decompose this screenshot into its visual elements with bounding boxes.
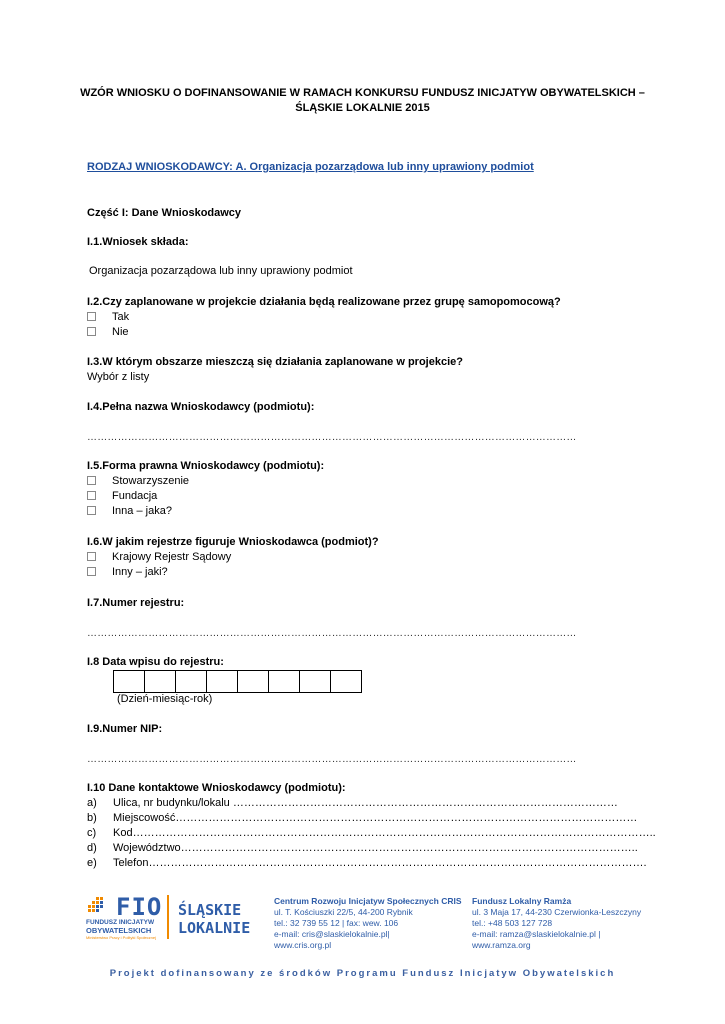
org2-email[interactable]: e-mail: ramza@slaskielokalnie.pl |: [472, 929, 601, 939]
date-digit-box[interactable]: [300, 671, 331, 692]
q5-option-inna[interactable]: [87, 505, 172, 517]
list-letter: c): [87, 827, 97, 839]
date-digit-box[interactable]: [176, 671, 207, 692]
date-digit-box[interactable]: [238, 671, 269, 692]
q5-option-stowarzyszenie[interactable]: [87, 475, 189, 487]
q9-label: I.9.Numer NIP:: [87, 723, 163, 735]
document-title-line-2: ŚLĄSKIE LOKALNIE 2015: [295, 102, 430, 114]
q10-label: I.10 Dane kontaktowe Wnioskodawcy (podmiotu):: [87, 782, 346, 794]
list-letter: a): [87, 797, 97, 809]
org2-www[interactable]: www.ramza.org: [472, 940, 531, 950]
option-label: Inna – jaka?: [112, 505, 172, 517]
footer-org2: [472, 896, 641, 951]
q10-item-phone[interactable]: [87, 857, 647, 869]
region-logo-line2: LOKALNIE: [178, 919, 251, 937]
org1-email[interactable]: e-mail: cris@slaskielokalnie.pl|: [274, 929, 390, 939]
q6-option-krs[interactable]: [87, 551, 231, 563]
footer-logos: [86, 893, 264, 945]
q5-label: I.5.Forma prawna Wnioskodawcy (podmiotu):: [87, 460, 325, 472]
org2-address: ul. 3 Maja 17, 44-230 Czerwionka-Leszczyny: [472, 907, 642, 917]
fio-logo-text: FIO: [116, 893, 163, 921]
option-label: Inny – jaki?: [112, 566, 168, 578]
option-label: Krajowy Rejestr Sądowy: [112, 551, 232, 563]
list-text: Telefon……………………………………………………………………………………………………………………….: [113, 857, 647, 869]
option-label: Nie: [112, 326, 129, 338]
list-letter: e): [87, 857, 97, 869]
q7-input-line[interactable]: ………………………………………………………………………………………………………………………………: [87, 628, 577, 639]
checkbox[interactable]: [87, 312, 96, 321]
fio-logo-sub2: OBYWATELSKICH: [86, 926, 152, 935]
org2-name: Fundusz Lokalny Ramża: [472, 896, 572, 906]
fio-logo-sub1: FUNDUSZ INICJATYW: [86, 919, 155, 926]
q7-label: I.7.Numer rejestru:: [87, 597, 185, 609]
q2-label: I.2.Czy zaplanowane w projekcie działania będą realizowane przez grupę samopomocową?: [87, 296, 561, 308]
date-digit-box[interactable]: [145, 671, 176, 692]
q3-select[interactable]: Wybór z listy: [87, 371, 150, 383]
checkbox[interactable]: [87, 506, 96, 515]
q10-item-voivodeship[interactable]: [87, 842, 638, 854]
fio-logo-sub3: Ministerstwo Pracy i Polityki Społecznej: [86, 935, 157, 940]
date-digit-box[interactable]: [207, 671, 238, 692]
checkbox[interactable]: [87, 567, 96, 576]
q3-label: I.3.W którym obszarze mieszczą się działania zaplanowane w projekcie?: [87, 356, 463, 368]
date-input-boxes[interactable]: [113, 670, 362, 693]
q8-label: I.8 Data wpisu do rejestru:: [87, 656, 224, 668]
date-digit-box[interactable]: [114, 671, 145, 692]
org1-address: ul. T. Kościuszki 22/5, 44-200 Rybnik: [274, 907, 413, 917]
list-text: Ulica, nr budynku/lokalu ……………………………………………………………………………………………: [113, 797, 618, 809]
part1-title: Część I: Dane Wnioskodawcy: [87, 207, 242, 219]
checkbox[interactable]: [87, 476, 96, 485]
q2-option-tak[interactable]: [87, 311, 129, 323]
q5-option-fundacja[interactable]: [87, 490, 157, 502]
checkbox[interactable]: [87, 327, 96, 336]
applicant-type-heading[interactable]: RODZAJ WNIOSKODAWCY: A. Organizacja pozarządowa lub inny uprawiony podmiot: [87, 161, 534, 173]
option-label: Fundacja: [112, 490, 158, 502]
q10-item-postcode[interactable]: [87, 827, 656, 839]
q10-item-city[interactable]: [87, 812, 638, 824]
checkbox[interactable]: [87, 552, 96, 561]
list-letter: b): [87, 812, 97, 824]
q10-item-street[interactable]: [87, 797, 618, 809]
org1-www[interactable]: www.cris.org.pl: [274, 940, 332, 950]
date-digit-box[interactable]: [269, 671, 300, 692]
q9-input-line[interactable]: ………………………………………………………………………………………………………………………………: [87, 754, 577, 765]
org2-phone: tel.: +48 503 127 728: [472, 918, 553, 928]
q1-answer[interactable]: Organizacja pozarządowa lub inny uprawiony podmiot: [89, 265, 353, 277]
q4-label: I.4.Pełna nazwa Wnioskodawcy (podmiotu):: [87, 401, 315, 413]
q8-hint: (Dzień-miesiąc-rok): [117, 693, 213, 705]
checkbox[interactable]: [87, 491, 96, 500]
list-text: Województwo……………………………………………………………………………………………………………..: [113, 842, 638, 854]
q6-label: I.6.W jakim rejestrze figuruje Wnioskodawca (podmiot)?: [87, 536, 379, 548]
footer-org1: [274, 896, 462, 951]
q6-option-inny[interactable]: [87, 566, 168, 578]
q1-label: I.1.Wniosek składa:: [87, 236, 189, 248]
list-text: Miejscowość………………………………………………………………………………………………………………: [113, 812, 638, 824]
option-label: Tak: [112, 311, 130, 323]
list-letter: d): [87, 842, 97, 854]
list-text: Kod……………………………………………………………………………………………………………………………..: [113, 827, 656, 839]
region-logo-line1: ŚLĄSKIE: [178, 901, 242, 919]
q4-input-line[interactable]: ………………………………………………………………………………………………………………………………: [87, 432, 577, 443]
q2-option-nie[interactable]: [87, 326, 129, 338]
date-digit-box[interactable]: [331, 671, 361, 692]
org1-phone: tel.: 32 739 55 12 | fax: wew. 106: [274, 918, 399, 928]
document-title-line-1: WZÓR WNIOSKU O DOFINANSOWANIE W RAMACH KONKURSU FUNDUSZ INICJATYW OBYWATELSKICH –: [80, 87, 645, 99]
org1-name: Centrum Rozwoju Inicjatyw Społecznych CRIS: [274, 896, 462, 906]
footer-funding-line: Projekt dofinansowany ze środków Programu Fundusz Inicjatyw Obywatelskich: [109, 968, 616, 979]
option-label: Stowarzyszenie: [112, 475, 190, 487]
